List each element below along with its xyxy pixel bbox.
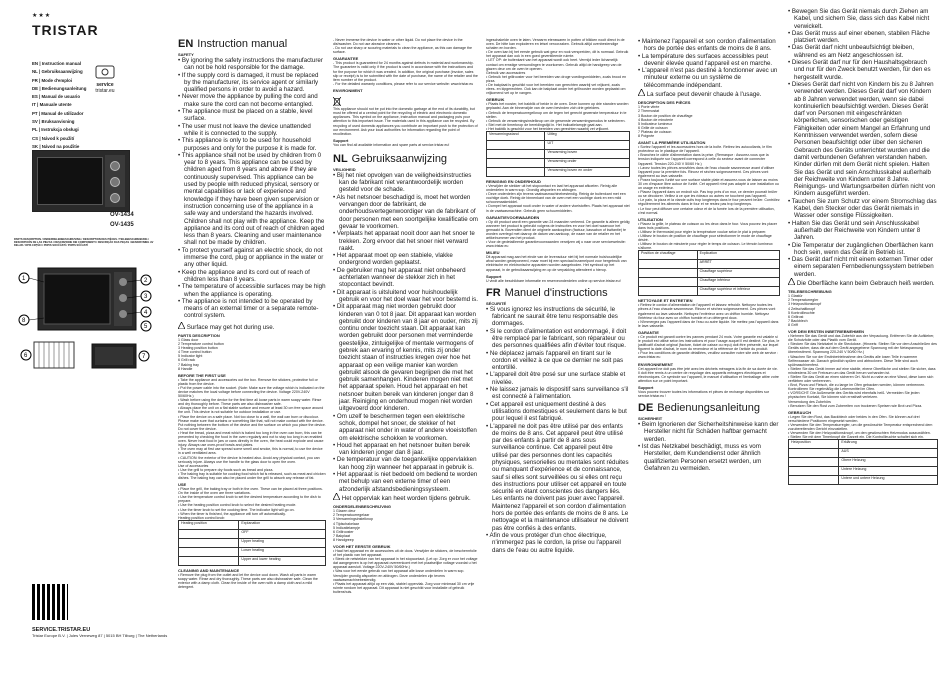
en-nl-column — [333, 38, 478, 678]
bullet-item: • Tauchen Sie zum Schutz vor einem Stromschlag das Kabel, den Stecker oder das Gerät niemals in Wasser oder sonstige Flüssigkeiten. — [788, 197, 937, 220]
lang-code: DE — [638, 402, 654, 415]
nl-column — [486, 38, 630, 678]
bullet-item: • L'appareil doit être posé sur une surface stable et nivelée. — [486, 371, 626, 386]
brand-stars: ★★★ — [32, 13, 52, 19]
bullet-item: • De gebruiker mag het apparaat niet onbeheerd achterlaten wanneer de stekker zich in het stopcontact bevindt. — [333, 266, 466, 289]
bullet-item: • By ignoring the safety instructions the manufacturer can not be hold responsible for the damage. — [178, 57, 323, 72]
subsection-heading: GUARANTEE — [333, 56, 359, 62]
subsection-heading: GARANTIEVOORWAARDEN — [486, 214, 540, 220]
language-item: PT | Manual de utilizador — [32, 110, 84, 116]
section-title-nl — [333, 153, 478, 165]
footer-address-block — [32, 628, 167, 638]
body-text: U vindt alle beschikbare informatie en reserveonderdelen online op service.tristar.eu! — [486, 278, 621, 283]
bullet-item: • This appliance is only to be used for household purposes and only for the purpose it is made for. — [178, 137, 317, 152]
recycle-bin-icon — [333, 97, 341, 106]
company-address: Tristar Europe B.V. | Jules Verneweg 87 | 5015 BH Tilburg | The Netherlands — [32, 633, 168, 638]
hot-surface-notice — [178, 322, 326, 331]
table-row: Chauffage inférieur — [639, 278, 780, 287]
de-safety-bullets-cont — [788, 8, 938, 278]
bullet-item: • Houd het apparaat en het netsnoer buiten bereik van kinderen jonger dan 8 jaar. — [333, 441, 471, 457]
lang-code: EN — [178, 38, 194, 50]
hot-surface-icon — [788, 278, 795, 285]
table-row: Obere Heizung — [789, 458, 938, 467]
table-header: Heizposition — [789, 440, 839, 449]
fr-safety-bullets — [486, 306, 630, 554]
body-text: • Haal het apparaat en de accessoires uit de doos. Verwijder de stickers, de beschermfolie of het plastic van het apparaat. • Steek de netstekker van het apparaat in het stopcontact. (Let op: Zorg er voor het voltage dat aangegeven is op het apparaat overeenkomt met het plaatselijke voltage voordat u het apparaat aansluit. Voltage 220V-240V 50/60Hz.) • Was voor het eerste gebruik van het apparaat alle losse onderdelen in warm sop. Verwijder grondig afspoelen en afdrogen. Deze onderdelen zijn tevens vaatwasmachinebestendig. • Plaats het apparaat altijd op een vlak, stabiel oppervlak. Zorg voor minimaal 30 cm vrije ruimte rondom het apparaat. Dit apparaat is niet geschikt voor installatie of gebruik buitenshuis. — [333, 548, 478, 594]
de-column — [788, 8, 938, 678]
subsection-heading: NETTOYAGE ET ENTRETIEN — [638, 298, 693, 304]
subsection-heading: BEFORE THE FIRST USE — [178, 372, 226, 378]
qr-code[interactable] — [32, 584, 68, 620]
bullet-item: • Ist das Netzkabel beschädigt, muss es vom Hersteller, dem Kundendienst oder ähnlich qualifizierten Personen ersetzt werden, um Gefahren zu vermeiden. — [638, 442, 762, 472]
bullet-item: • The user must not leave the device unattended while it is connected to the supply. — [178, 122, 311, 137]
subsection-heading: VEILIGHEID — [333, 166, 356, 172]
subsection-heading: PARTS DESCRIPTION — [178, 332, 220, 338]
service-badge — [94, 64, 116, 94]
oven-knob — [110, 161, 120, 171]
bullet-item: • Beim Ignorieren der Sicherheitshinweise kann der Hersteller nicht für Schäden haftbar gemacht werden. — [638, 421, 779, 443]
subsection-heading: GEBRAUCH — [788, 409, 812, 415]
subsection-heading: MILIEU — [486, 250, 500, 256]
bullet-item: • Das Gerät darf nicht unbeaufsichtigt bleiben, während es am Netz angeschlossen ist. — [788, 44, 914, 59]
bullet-item: • Ne laissez jamais le dispositif sans surveillance s'il est connecté à l'alimentation. — [486, 386, 629, 401]
hot-surface-icon — [638, 89, 645, 96]
language-item: NL | Gebruiksaanwijzing — [32, 69, 83, 75]
subsection-heading: REINIGING EN ONDERHOUD — [486, 178, 541, 184]
language-item: DE | Bedienungsanleitung — [32, 85, 87, 91]
subsection-heading: ENVIRONMENT — [333, 87, 363, 93]
service-website[interactable]: SERVICE.TRISTAR.EU — [32, 627, 91, 633]
hot-surface-text: Surface may get hot during use. — [186, 323, 275, 331]
service-icon — [94, 64, 116, 80]
table-row: Chauffage supérieur — [639, 269, 780, 278]
lang-code: NL — [333, 152, 348, 165]
subsection-heading: Support — [486, 273, 502, 279]
bullet-item: • Dieses Gerät darf nur für den Haushaltsgebrauch und nur für den Zweck benutzt werden, für den es hergestellt wurde. — [788, 59, 931, 81]
section-title-text: Gebruiksaanwijzing — [351, 152, 448, 165]
oven-control-panel — [105, 155, 125, 207]
svg-text:6: 6 — [24, 353, 28, 359]
hot-surface-icon — [333, 493, 340, 500]
bullet-item: • Si le cordon d'alimentation est endommagé, il doit être remplacé par le fabricant, son réparateur ou des personnes qualifiées afin d'éviter tout risque. — [486, 327, 627, 350]
svg-text:8: 8 — [22, 318, 26, 324]
body-text: • Take the appliance and accessories out the box. Remove the stickers, protective foil or plastic from the device. • Put the power cable into the socket. (Note: Make sure the voltage which is indicated on the device matches the local voltage before connecting the device. Voltage 220V-240V 50/60Hz.) • Wash before using the device for the first time all loose parts in warm soapy water. Rinse and dry thoroughly before. These parts are also dishwasher safe. • Always place the unit on a flat stable surface and ensure at least 30 cm free space around the unit. This device is not suitable for outdoor installation or use. • Place the device on a safe place. Not too close to a wall, the wall can burn or discolour. Please make sure that curtains or something like that, will not make contact with the device. Put nothing between the bottom of the device and the surface on which you place the device. Do not cover the device. • Heat the bread, pizza and meat which is baked too long in the oven can burn, this can be prevented by checking the food in the oven regularly and not to stay too long in an enabled oven. Never heat food in jars or cans directly in the oven, the heat could explode and cause injury. Always use oven-proof bowls and plates. • The oven may at first use spread some smell and smoke, this is normal, to use the device in a well ventilated area. • CAUTION: the exterior of the device is heated also. Avoid any physical contact, you can seriously injure. Always use the handle to the glass door to open the oven. Use of accessories • Use the grill to prepare dry foods such as bread and pizza. • The baking tray is suitable for cooking food which fat is released, such as meat and chicken dishes. The baking tray can also be placed under the grill to absorb any release of fat. — [178, 377, 326, 480]
oven-door — [37, 157, 103, 205]
en-safety-bullets — [178, 57, 326, 320]
hot-surface-notice — [638, 89, 780, 98]
body-text: Vous pouvez trouver toutes les informations et pièces de rechange disponibles sur service.tristar.eu ! — [638, 389, 770, 398]
bullet-item: • Om uzelf te beschermen tegen een elektrische schok, dompel het snoer, de stekker of het apparaat niet onder in water of andere vloeistoffen om elektrische schokken te voorkomen. — [333, 412, 477, 442]
svg-text:3: 3 — [144, 294, 148, 300]
heating-table — [178, 520, 326, 566]
heating-table — [788, 439, 938, 485]
bullet-item: • Maintenez l'appareil et son cordon d'alimentation hors de portée des enfants de moins de 8 ans. — [638, 38, 776, 53]
body-text: • Legen Sie den Rost, das Backblech oder beides in den Ofen. Sie können auf drei verschiedene Positionen eingesetzt werden. • Verwenden Sie den Temperaturregler, um die gewünschte Temperatur entsprechend dem zuzubereitenden Gericht einzustellen. • Verwenden Sie den Heizpositionsknopf, um den gewünschten Heizmodus auszuwählen. • Stellen Sie mit dem Timerknopf die Garzeit ein. Die Kontrollleuchte schaltet sich ein. — [788, 414, 933, 440]
body-text: - Never immerse the device in water or other liquid. Do not place the device in the dishwasher. Do not use abrasive cleaners. - Do not use sharp or scouring materials to clean the appliance, as this can damage the surface. — [333, 38, 473, 55]
environment-text: This appliance should not be put into the domestic garbage at the end of its durability, but must be offered at a central point for the recycling of electric and electronic domestic appliances. This symbol on the appliance, instruction manual and packaging puts your attention to this important issue. The materials used in this appliance can be recycled. By recycling of used domestic appliances you contribute an important push to the protection of our environment. Ask your local authorities for information regarding the point of recollection. — [333, 107, 478, 136]
svg-text:4: 4 — [144, 310, 148, 316]
language-item: FR | Mode d'emploi — [32, 77, 73, 83]
bullet-item: • Bij het niet opvolgen van de veiligheidsinstructies kan de fabrikant niet verantwoordelijk worden gesteld voor de schade. — [333, 171, 472, 194]
lang-code: FR — [486, 286, 501, 299]
body-text: Cet appareil ne doit pas être jeté avec les déchets ménagers à la fin de sa durée de vie. Il doit être remis à un centre de recyclage des appareils ménagers électriques et électroniques. Ce symbole sur l'appareil, le manuel d'utilisation et l'emballage attire votre attention sur ce point important. — [638, 366, 779, 383]
language-item: EN | Instruction manual — [32, 61, 82, 66]
table-header: Heating position — [179, 520, 239, 529]
section-title-fr — [486, 287, 630, 299]
heating-table — [486, 131, 630, 177]
subsection-heading: CLEANING AND MAINTENANCE — [178, 567, 240, 573]
bullet-item: • Het apparaat moet op een stabiele, vlakke ondergrond worden geplaatst. — [333, 252, 453, 267]
bullet-item: • Afin de vous protéger d'un choc électrique, n'immergez pas le cordon, la prise ou l'appareil dans de l'eau ou autre liquide. — [486, 531, 621, 554]
subsection-heading: Support — [638, 384, 654, 390]
oven-knob — [110, 177, 120, 187]
hot-surface-text: La surface peut devenir chaude à l'usage. — [646, 91, 762, 99]
hot-surface-icon — [178, 322, 185, 329]
table-row: Untere Heizung — [789, 467, 938, 476]
table-header: Erklärung — [839, 440, 938, 449]
oven-knob — [110, 193, 120, 203]
bullet-item: • Never move the appliance by pulling the cord and make sure the cord can not become entangled. — [178, 93, 318, 108]
table-row: UIT — [487, 140, 630, 149]
subsection-heading: SICHERHEIT — [638, 416, 663, 422]
bullet-item: • Dit apparaat is uitsluitend voor huishoudelijk gebruik en voor het doel waar het voor bestemd is. — [333, 288, 478, 303]
body-text: ingeschakelde oven te laten. Verwarm etenswaren in potten of blikken nooit direct in de oven. De hitte kan exploderen en letsel veroorzaken. Gebruik altijd ovenbestendige schalen en borden. • De oven kan bij het eerste gebruik wat geur en rook verspreiden, dit is normaal. Gebruik het apparaat dan ook in een goed geventileerde ruimte. • LET OP: de buitenkant van het apparaat wordt ook heet. Vermijd ieder lichamelijk contact om ernstige verwondingen te voorkomen. Gebruik altijd de handgreep van de glazen deur om de oven te openen. Gebruik van accessoires • Gebruik het grillrooster voor het bereiden van droge voedingsmiddelen, zoals brood en pizza. • De bakplaat is geschikt voor het bereiden van gerechten waarbij vet vrijkomt, zoals vlees- en kipgerechten. Ook kan de bakplaat onder het grillrooster worden geplaatst om vrijkomend vet op te vangen. — [486, 38, 629, 96]
service-line2: tristar.eu — [95, 88, 115, 94]
de-safety-bullets — [638, 421, 780, 472]
body-text: • Remove the plug from the outlet and let the device cool down. Wash all parts in warm soapy water. Rinse and dry thoroughly. These parts are also dishwasher safe. Clean the exterior with a damp cloth. Clean the inside of the oven with a damp cloth and a mild detergent. — [178, 572, 318, 590]
bullet-item: • Die Temperatur der zugänglichen Oberflächen kann hoch sein, wenn das Gerät in Betrieb ist. — [788, 241, 934, 256]
fr-safety-bullets-cont — [638, 38, 780, 89]
oven-illustration — [32, 150, 130, 212]
language-item: ES | Manual de usuario — [32, 94, 81, 100]
table-header: Position de chauffage — [639, 251, 698, 260]
bullet-item: • L'appareil ne doit pas être utilisé par des enfants de moins de 8 ans. Cet appareil peut être utilisé par des enfants à partir de 8 ans sous surveillance continue. Cet appareil peut être utilisé par des personnes dont les capacités physiques, sensorielles ou mentales sont réduites ou manquant d'expérience et de connaissance, sauf si elles sont surveillées ou si elles ont reçu des instructions pour utiliser cet appareil en toute sécurité en étant conscientes des dangers liés. Les enfants ne doivent pas jouer avec l'appareil. Maintenez l'appareil et son cordon d'alimentation hors de portée des enfants de moins de 8 ans. Le nettoyage et la maintenance utilisateur ne doivent pas être confiés à des enfants. — [486, 422, 629, 532]
parts-list: 1 Glass door 2 Temperature control button 3 Heating position button 4 Time control button 5 Indicator light 6 Grill rack 7 Baking tray 8 Handle — [178, 337, 224, 371]
en-column — [178, 38, 326, 678]
bullet-item: • If the supply cord is damaged, it must be replaced by the manufacturer, its service agent or similarly qualified persons in order to avoid a hazard. — [178, 71, 319, 94]
bullet-item: • To protect yourself against an electric shock, do not immerse the cord, plug or appliance in the water or any other liquid. — [178, 246, 324, 269]
language-item: SV | Bruksanvisning — [32, 119, 75, 125]
table-row: Upper and lower heating — [179, 556, 326, 565]
body-text: • Retirez le cordon d'alimentation de l'appareil et laissez refroidir. Nettoyez toutes les pièces à l'eau chaude savonneuse. Rincez et séchez soigneusement. Ces pièces vont également au lave-vaisselle. Nettoyez l'extérieur avec un chiffon humide. Nettoyez l'intérieur du four avec un chiffon humide et un détergent doux. • N'immergez pas l'appareil dans de l'eau ou autre liquide. Ne mettez pas l'appareil dans le lave-vaisselle. — [638, 303, 779, 328]
model-number: OV-1435 — [110, 222, 134, 228]
body-text: • Nehmen Sie das Gerät und das Zubehör aus der Verpackung. Entfernen Sie die Aufkleber, die Schutzfolie oder das Plastik vom Gerät. • Stecken Sie das Netzkabel in die Steckdose. (Hinweis: Stellen Sie vor dem Anschließen des Geräts sicher, dass die auf dem Gerät angegebene Spannung mit der Netzspannung übereinstimmt. Spannung 220-240 V 50/60 Hz.) • Waschen Sie vor der Erstinbetriebnahme des Geräts alle losen Teile in warmem Seifenwasser ab. Danach gründlich spülen und abtrocknen. Diese Teile sind auch spülmaschinenfest. • Stellen Sie das Gerät immer auf eine stabile, ebene Oberfläche und stellen Sie sicher, dass mindestens 30 cm Freiraum um das Gerät herum vorhanden ist. • Stellen Sie das Gerät an einen sicheren Ort. Nicht zu nahe an eine Wand, diese kann sich verfärben oder verbrennen. • Brot, Pizza und Fleisch, die zu lange im Ofen gebacken werden, können verbrennen. Kontrollieren Sie regelmäßig die Lebensmittel im Ofen. • VORSICHT: Die Außenseite des Geräts wird ebenfalls heiß. Vermeiden Sie jeden physischen Kontakt, Sie können sich ernsthaft verletzen. Verwendung des Zubehörs • Benutzen Sie den Rost zum Zubereiten von trockenen Speisen wie Brot und Pizza. — [788, 334, 937, 408]
body-text: • Placez la grille, le plateau de cuisson ou les deux dans le four. Vous pouvez les placer dans trois positions. • Utilisez le thermostat pour régler la température voulue selon le plat à préparer. • Utilisez le bouton de position de chauffage pour sélectionner le mode de chauffage désiré. • Utilisez le bouton de minuterie pour régler le temps de cuisson. Le témoin lumineux s'allume. — [638, 221, 778, 251]
svg-text:5: 5 — [144, 324, 148, 330]
bullet-item: • Verplaats het apparaat nooit door aan het snoer te trekken. Zorg ervoor dat het snoer niet verward raakt. — [333, 230, 475, 252]
bullet-item: • The temperature of accessible surfaces may be high when the appliance is operating. — [178, 283, 326, 298]
hot-surface-text: Het oppervlak kan heet worden tijdens gebruik. — [341, 494, 471, 502]
table-row: Lower heating — [179, 547, 326, 556]
language-list — [32, 60, 86, 151]
subsection-heading: USE — [178, 482, 187, 488]
bullet-item: • L'appareil n'est pas destiné à fonctionner avec un minuteur externe ou un système de télécommande indépendant. — [638, 67, 778, 89]
section-title-text: Instruction manual — [197, 38, 288, 50]
table-header: Verwarmingsstand — [487, 131, 545, 140]
parts-list: 1 Glastür 2 Temperaturregler 3 Heizpositionsknopf 4 Zeitschaltknopf 5 Kontrollleuchte 6 Grillrost 7 Backblech 8 Griff — [788, 294, 822, 327]
bullet-item: • Het apparaat is niet bedoeld om bediend te worden met behulp van een externe timer of een afzonderlijk afstandsbedieningssysteem. — [333, 471, 478, 493]
model-number: OV-1434 — [110, 212, 134, 218]
bullet-item: • Keep the appliance and its cord out of reach of children less than 8 years. — [178, 268, 310, 283]
hot-surface-notice — [333, 493, 478, 502]
subsection-heading: AVANT LA PREMIÈRE UTILISATION — [638, 140, 706, 146]
bullet-item: • Das Gerät darf nicht mit einem externen Timer oder einem separaten Fernbedienungssystem betrieben werden. — [788, 256, 934, 278]
subsection-heading: VOR DEM ERSTEN INBETRIEBNEHMEN — [788, 329, 865, 335]
body-text: • Plaats het rooster, het bakblik of beide in de oven. Deze kunnen op drie standen worden geplaatst. Aan de binnenzijde van de oven bevinden zich drie geleiders. • Gebruik de temperatuurregelknop om de tegen het gerecht gewenste temperatuur in te stellen. • Gebruik de verwarmingsinstelknop om de gewenste verwarmingsmodus te selecteren. • Stel met de timerknop de bereidingstijd in. Het indicatielampje gaat aan. • Het bakblik is geschikt voor het bereiden van gerechten waarbij vet vrijkomt. — [486, 102, 629, 131]
section-title-text: Bedienungsanleitung — [657, 402, 761, 415]
environment-block — [333, 93, 478, 136]
svg-text:1: 1 — [22, 276, 26, 282]
bullet-item: • Si vous ignorez les instructions de sécurité, le fabricant ne saurait être tenu responsable des dommages. — [486, 305, 618, 328]
subsection-heading: GEBRUIK — [486, 97, 505, 103]
subsection-heading: GARANTIE — [638, 329, 659, 335]
table-row: ARRÊT — [639, 260, 780, 269]
svg-text:7: 7 — [142, 354, 146, 360]
hot-surface-text: Die Oberfläche kann beim Gebrauch heiß werden. — [796, 279, 935, 287]
subsection-heading: DESCRIPTION DES PIÈCES — [638, 100, 691, 106]
table-header: Uitleg — [545, 131, 630, 140]
service-line1: service — [96, 82, 114, 88]
parts-caption: PARTS DESCRIPTION / ONDERDELENBESCHRIJVING / DESCRIPTION DES PIÈCES / TEILEBESCHREIBUNG / DESCRIPCIÓN DE LAS PIEZAS / DESCRIZIONE DEI COMPONENTI / DESCRIÇÃO DAS PEÇAS / BESKRIVNING AV DELAR / OPIS CZĘŚCI / POPIS SOUČÁSTÍ / POPIS SÚČASTÍ — [14, 238, 154, 248]
bullet-item: • La température des surfaces accessibles peut devenir élevée quand l'appareil est en marche. — [638, 52, 773, 67]
svg-text:2: 2 — [144, 278, 148, 284]
body-text: • Place the grill, the baking tray or both in the oven. These can be placed at three positions. On the inside of the oven are three variations. • Use the temperature control knob to set the desired temperature according to the dish to prepare. • Use the heating position control knob to select the desired heating mode. • Use the timer knob to set the cooking time. The indicator light will go on. • When the timer is finished, the appliance will turn off automatically. Heating position control knob — [178, 487, 323, 520]
subsection-heading: SAFETY — [178, 52, 194, 57]
table-row: Untere und untere Heizung — [789, 476, 938, 485]
body-text: - This product is guaranteed for 24 months against defects in material and workmanship. The guarantee is valid only if the product is used in accordance with the instructions and for the purpose for which it was created. In addition, the original purchase (invoice, sales slip or receipt) is to be submitted with the date of purchase, the name of the retailer and the item number of the product. - For the detailed warranty conditions, please refer to our service website: www.tristar.eu — [333, 61, 478, 86]
section-title-text: Manuel d'instructions — [504, 286, 608, 299]
section-title-en — [178, 38, 326, 50]
subsection-heading: ONDERDELENBESCHRIJVING — [333, 504, 392, 510]
language-item: IT | Manuale utente — [32, 102, 72, 108]
table-header: Explication — [697, 251, 779, 260]
bullet-item: • Dit apparaat mag niet worden gebruikt door kinderen van 0 tot 8 jaar. Dit apparaat kan worden gebruikt door kinderen van 8 jaar en ouder, mits zij continu onder toezicht staan. Dit apparaat kan worden gebruikt door personen met verminderde geestelijke, zintuigelijke of mentale vermogens of gebrek aan ervaring of kennis, mits zij onder toezicht staan of instructies kregen over hoe het apparaat op een veilige manier kan worden gebruikt alsook de gevaren begrijpen die met het gebruik samenhangen. Kinderen mogen niet met het apparaat spelen. Houd het apparaat en het netsnoer buiten bereik van kinderen jonger dan 8 jaar. Reiniging en onderhoud mogen niet worden uitgevoerd door kinderen. — [333, 303, 478, 413]
language-item: PL | Instrukcja obsługi — [32, 127, 79, 133]
heating-table — [638, 250, 780, 296]
bullet-item: • The appliance must be placed on a stable, level surface. — [178, 108, 313, 123]
body-text: • Sortez l'appareil et les accessoires hors de la boîte. Retirez les autocollants, le film protecteur ou le plastique de l'appareil. • Branchez le câble d'alimentation dans la prise. (Remarque : Assurez-vous que la tension indiquée sur l'appareil correspond à celle du secteur avant de connecter l'appareil. Tension 220-240 V 50/60 Hz.) • Lavez toutes les pièces amovibles dans de l'eau chaude savonneuse avant d'utiliser l'appareil pour la première fois. Rincez et séchez soigneusement. Ces pièces vont également au lave-vaisselle. • Posez toujours l'unité sur une surface stable plate et assurez-vous de laisser au moins 30 cm d'espace libre autour de l'unité. Cet appareil n'est pas adapté à une installation ou un usage en extérieur. • Placez l'appareil dans un endroit sûr. Pas trop près d'un mur, ce dernier pourrait brûler ou se décolorer. Veillez à ce que les rideaux ou autres ne touchent pas l'appareil. • Le pain, la pizza et la viande cuits trop longtemps dans le four peuvent brûler. Contrôlez régulièrement les aliments dans le four et ne restez pas trop longtemps. • Le four peut diffuser une certaine odeur et de la fumée lors de la première utilisation, c'est normal. — [638, 145, 780, 215]
language-item: CS | Návod k použití — [32, 135, 75, 141]
fr-column — [638, 38, 780, 678]
table-row: Upper heating — [179, 538, 326, 547]
language-item: SK | Návod na použitie — [32, 143, 80, 149]
body-text: Dit apparaat mag aan het einde van de levensduur niet bij het normale huishoudelijke afval worden gedeponeerd, maar moet bij een speciaal inzamelpunt voor hergebruik van elektrische en elektronische apparaten worden aangeboden. Het symbool op het apparaat, in de gebruiksaanwijzing en op de verpakking attendeert u hierop. — [486, 255, 627, 272]
body-text: • Verwijder de stekker uit het stopcontact en laat het apparaat afkoelen. Reinig alle onderdelen in warm sop. Grondig afspoelen en afdrogen. • Deze onderdelen zijn tevens vaatwasmachinebestendig. Reinig de buitenkant met een vochtige doek. Reinig de binnenkant van de oven met een vochtige doek en een mild schoonmaakmiddel. • Dompel het apparaat nooit onder in water of andere vloeistoffen. Plaats het apparaat niet in de vaatwasmachine. Gebruik geen schuurmiddelen. — [486, 183, 630, 213]
table-row: AUS — [789, 449, 938, 458]
table-row: Verwarming onder — [487, 158, 630, 167]
table-header: Explanation — [239, 520, 326, 529]
subsection-heading: ENVIRONNEMENT — [638, 361, 674, 367]
bullet-item: • Bewegen Sie das Gerät niemals durch Ziehen am Kabel, und sichern Sie, dass sich das Kabel nicht verwickelt. — [788, 8, 930, 30]
subsection-heading: Support — [333, 137, 349, 143]
parts-diagram — [14, 258, 154, 378]
parts-list: 1 Porte vitrée 2 Thermostat 3 Bouton de position de chauffage 4 Bouton de minuterie 5 Indicateur lumineux 6 Grille de cuisson 7 Plateau de cuisson 8 Poignée — [638, 105, 693, 139]
body-text: • Op dit product wordt een garantie van 24 maanden verleend. De garantie is alleen geldig wanneer het product is gebruikt volgens de instructies en voor het doel waarvoor het gemaakt is. Bovendien dient de originele aankoopbon (factuur, kassabon of kwitantie) te worden overlegd met daarop de datum van aankoop, de naam van de retailer en het artikelnummer van het product. • Voor de gedetailleerde garantievoorwaarden verwijzen wij u naar onze servicewebsite: www.tristar.eu — [486, 219, 630, 249]
table-row: Verwarming boven en onder — [487, 167, 630, 176]
subsection-heading: VOOR HET EERSTE GEBRUIK — [333, 543, 391, 549]
body-text: • Ce produit est garanti contre les pannes pendant 24 mois. Votre garantie est valable si le produit est utilisé selon les instructions et pour l'usage auquel il est destiné. De plus, le justificatif d'achat original (facture, ticket de caisse ou reçu) doit être présenté, sur lequel figurent la date d'achat, le nom du revendeur et la référence de l'article du produit. • Pour les conditions de garantie détaillées, veuillez consulter notre site web de service : www.tristar.eu — [638, 334, 780, 360]
subsection-heading: SÉCURITÉ — [486, 300, 507, 306]
bullet-item: • This appliance shall not be used by children from 0 year to 8 years. This appliance can be used by children aged from 8 years and above if they are continuously supervised. This appliance can be used by people with reduced physical, sensory or mental capabilities or lack of experience and knowledge if they have been given supervision or instruction concerning use of the appliance in a safe way and understand the hazards involved. Children shall not play with the appliance. Keep the appliance and its cord out of reach of children aged less than 8 years. Cleaning and user maintenance shall not be made by children. — [178, 151, 325, 247]
table-row: OFF — [179, 529, 326, 538]
bullet-item: • De temperatuur van de toegankelijke oppervlakken kan hoog zijn wanneer het apparaat in gebruik is. — [333, 456, 477, 471]
body-text: You can find all available information and spare parts at service.tristar.eu! — [333, 142, 450, 147]
hot-surface-notice — [788, 278, 938, 287]
bullet-item: • Dieses Gerät darf nicht von Kindern bis zu 8 Jahren verwendet werden. Dieses Gerät darf von Kindern ab 8 Jahren verwendet werden, wenn sie dabei kontinuierlich beaufsichtigt werden. Dieses Gerät darf von Personen mit eingeschränkten körperlichen, sensorischen oder geistigen Fähigkeiten oder einem Mangel an Erfahrung und Kenntnissen verwendet werden, sofern diese Personen beaufsichtigt oder über den sicheren Gebrauch des Geräts unterrichtet wurden und die damit verbundenen Gefahren verstanden haben. Kinder dürfen mit dem Gerät nicht spielen. Halten Sie das Gerät und sein Anschlusskabel außerhalb der Reichweite von Kindern unter 8 Jahre. Reinigungs- und Wartungsarbeiten dürfen nicht von Kindern ausgeführt werden. — [788, 80, 936, 198]
subsection-heading: UTILISATION — [638, 216, 663, 222]
bullet-item: • Cet appareil est uniquement destiné à des utilisations domestiques et seulement dans le but pour lequel il est fabriqué. — [486, 400, 627, 423]
section-title-de — [638, 402, 780, 414]
nl-safety-bullets — [333, 172, 478, 493]
bullet-item: • Als het netsnoer beschadigd is, moet het worden vervangen door de fabrikant, de onderhoudsvertegenwoordiger van de fabrikant of door personen met een soortgelijke kwalificatie om gevaar te voorkomen. — [333, 193, 478, 230]
brand-logo: TRISTAR — [32, 22, 99, 38]
parts-list: 1 Glazen deur 2 Temperatuurregelaar 3 Verwarmingsinstelknop 4 Tijdschakelaar 5 Indicatielampje 6 Grillrooster 7 Bakplaat 8 Handgreep — [333, 509, 373, 542]
bullet-item: • Das Gerät muss auf einer ebenen, stabilen Fläche platziert werden. — [788, 29, 930, 45]
table-row: Chauffage supérieur et inférieur — [639, 287, 780, 296]
bullet-item: • The appliance is not intended to be operated by means of an external timer or a separate remote-control system. — [178, 297, 319, 320]
subsection-heading: TEILEBESCHREIBUNG — [788, 289, 832, 295]
bullet-item: • Halten Sie das Gerät und sein Anschlusskabel außerhalb der Reichweite von Kindern unter 8 Jahren. — [788, 219, 921, 242]
bullet-item: • Ne déplacez jamais l'appareil en tirant sur le cordon et veillez à ce que ce dernier ne soit pas entortillé. — [486, 349, 624, 372]
table-row: Verwarming boven — [487, 149, 630, 158]
